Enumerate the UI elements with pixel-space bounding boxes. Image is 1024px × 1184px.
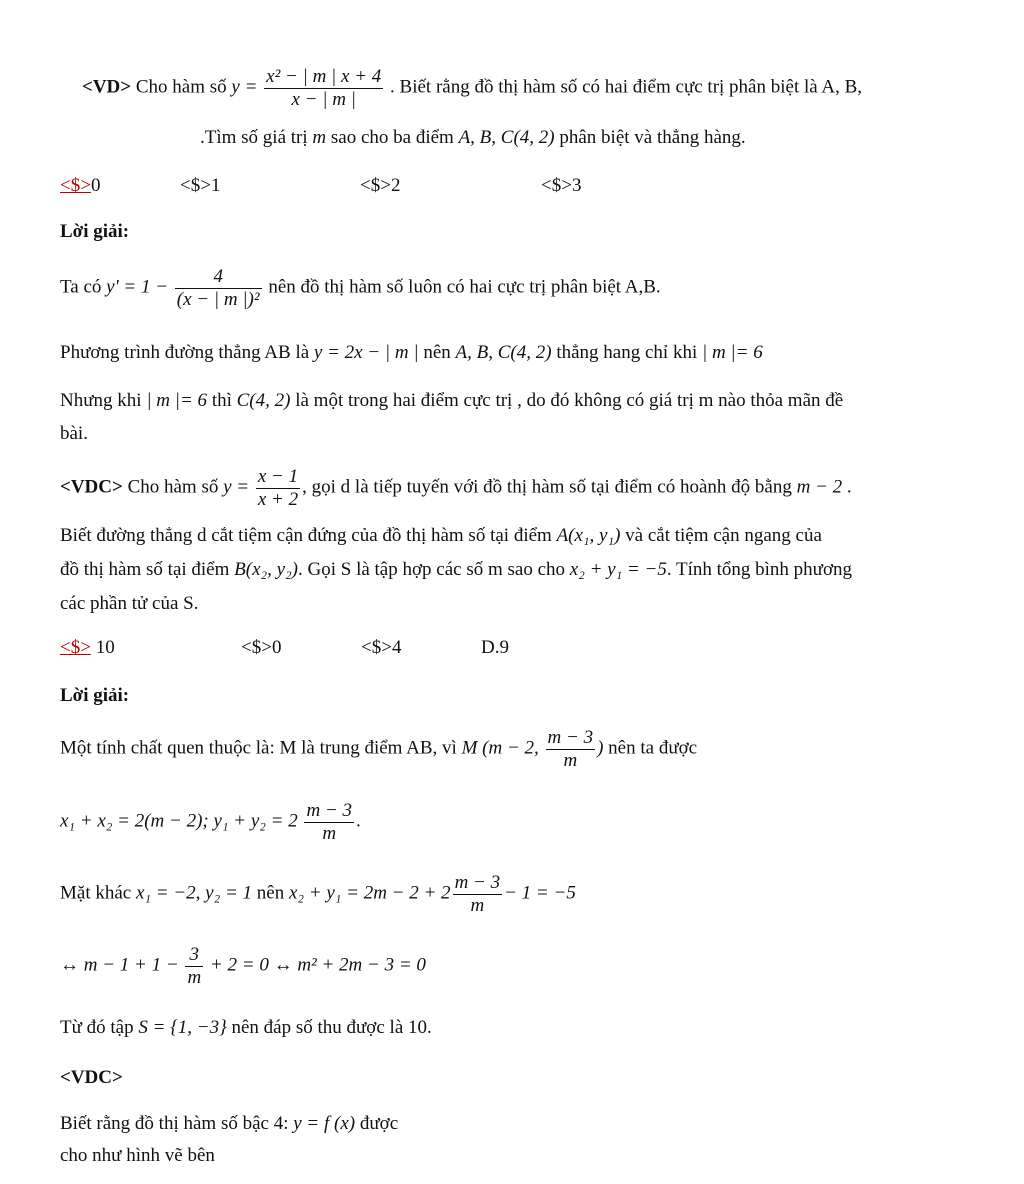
q3-tag: <VDC> <box>60 1067 123 1088</box>
q1-line2 <box>200 124 746 153</box>
q1-sol3-b: thì <box>211 390 232 411</box>
q1-solution-label: Lời giải: <box>60 221 130 242</box>
q1-intro: Cho hàm số <box>135 76 227 98</box>
q2-sol-line3 <box>60 872 576 917</box>
q2-line3-c: . Tính tổng bình phương <box>666 559 853 580</box>
q2-option-b-marker: <$> <box>241 637 272 658</box>
q2-option-a[interactable] <box>60 634 115 663</box>
q1-sol2-b: nên <box>423 342 451 363</box>
q2-s1-fraction <box>546 727 596 772</box>
q2-s4-b: + 2 = 0 ↔ m² + 2m − 3 = 0 <box>209 954 426 976</box>
q2-sol-line5 <box>60 1014 432 1043</box>
q1-option-c-value: 2 <box>390 175 401 196</box>
q1-text-after: . Biết rằng đồ thị hàm số có hai điểm cực trị phân biệt là A, B, <box>390 76 863 98</box>
q2-line3-a: đồ thị hàm số tại điểm <box>60 559 230 580</box>
q2-s4-num: 3 <box>185 944 203 967</box>
q1-fraction <box>264 66 383 111</box>
q2-fraction <box>256 466 300 511</box>
q2-line3-eq: x₂ + y₁ = −5 <box>569 559 667 580</box>
q1-option-d-value: 3 <box>571 175 582 196</box>
q2-text-after: , gọi d là tiếp tuyến với đồ thị hàm số tại điểm có hoành độ bằng <box>302 476 792 498</box>
q1-line2-pts: A, B, C(4, 2) <box>458 127 555 148</box>
q2-sol-line1 <box>60 727 697 772</box>
q2-s1-a: Một tính chất quen thuộc là: M là trung điểm AB, vì <box>60 737 457 759</box>
q2-s3-eq2: x₂ + y₁ = 2m − 2 + 2 <box>288 882 451 904</box>
q1-line2-b: sao cho ba điểm <box>330 127 454 148</box>
q2-line2-a: Biết đường thẳng d cắt tiệm cận đứng của đồ thị hàm số tại điểm <box>60 525 552 546</box>
q2-s2-num: m − 3 <box>306 800 353 821</box>
q2-line3-b: . Gọi S là tập hợp các số m sao cho <box>298 559 566 580</box>
q2-s2-den: m <box>322 822 337 844</box>
q2-s3-b: nên <box>256 882 285 904</box>
q2-option-c[interactable] <box>361 634 401 663</box>
q2-s3-den: m <box>470 894 485 916</box>
q1-sol2-a: Phương trình đường thẳng AB là <box>60 342 310 363</box>
q2-s5-set: S = {1, −3} <box>138 1017 227 1038</box>
q2-s2-b: . <box>356 810 361 832</box>
q2-tag: <VDC> <box>60 476 123 498</box>
q1-line1 <box>82 66 862 111</box>
q1-sol1-num: 4 <box>175 266 262 289</box>
q2-s1-close: ) <box>597 737 604 759</box>
q1-y-eq: y = <box>231 76 258 98</box>
q1-line2-m: m <box>312 127 327 148</box>
q1-line2-c: phân biệt và thẳng hàng. <box>559 127 746 148</box>
q2-s2-a: x₁ + x₂ = 2(m − 2); y₁ + y₂ = 2 <box>60 810 298 832</box>
q1-option-b-value: 1 <box>210 175 221 196</box>
q1-option-a-marker: <$> <box>60 175 91 196</box>
q1-option-b-marker: <$> <box>180 175 211 196</box>
q1-sol1-a: Ta có <box>60 276 102 298</box>
q2-s3-num: m − 3 <box>454 872 501 893</box>
q2-line3-pt: B(x₂, y₂) <box>234 559 298 580</box>
q1-option-b[interactable] <box>180 172 220 201</box>
q2-s1-den: m <box>563 749 578 771</box>
q2-m-expr: m − 2 <box>796 476 843 498</box>
q1-sol3-c: C(4, 2) <box>236 390 291 411</box>
q1-sol-line1 <box>60 266 661 311</box>
q2-s3-fraction <box>453 872 503 917</box>
q1-sol-line3 <box>60 387 843 416</box>
q2-option-d[interactable] <box>481 634 509 663</box>
q3-line2: cho như hình vẽ bên <box>60 1145 215 1166</box>
q3-line1-b: được <box>359 1113 399 1134</box>
q1-option-a[interactable] <box>60 172 100 201</box>
q3-line1-eq: y = f (x) <box>293 1113 356 1134</box>
q1-sol2-pts: A, B, C(4, 2) <box>455 342 552 363</box>
q2-sol-line2 <box>60 800 361 845</box>
q1-sol-line2 <box>60 339 763 368</box>
q2-option-d-value: D.9 <box>481 637 509 658</box>
q2-line2 <box>60 522 822 551</box>
q1-option-c[interactable] <box>360 172 400 201</box>
q2-option-b[interactable] <box>241 634 281 663</box>
q2-line1 <box>60 466 852 511</box>
q1-sol2-eq: y = 2x − | m | <box>313 342 419 363</box>
q2-s4-den: m <box>187 966 202 988</box>
q2-option-a-marker: <$> <box>60 637 91 658</box>
q1-option-a-value: 0 <box>90 175 101 196</box>
q2-line2-pt: A(x₁, y₁) <box>556 525 621 546</box>
q2-option-a-value: 10 <box>90 637 115 658</box>
q2-s3-a: Mặt khác <box>60 882 132 904</box>
q2-y-eq: y = <box>223 476 250 498</box>
q1-option-d-marker: <$> <box>541 175 572 196</box>
q3-line1-a: Biết rằng đồ thị hàm số bậc 4: <box>60 1113 289 1134</box>
q1-tag: <VD> <box>82 76 132 98</box>
q2-intro: Cho hàm số <box>127 476 219 498</box>
q1-sol1-eq: y' = 1 − <box>106 276 169 298</box>
q2-dot: . <box>846 476 852 498</box>
q1-sol2-d: | m |= 6 <box>701 342 763 363</box>
q2-s5-b: nên đáp số thu được là 10. <box>231 1017 432 1038</box>
q3-line1 <box>60 1110 398 1139</box>
q1-option-d[interactable] <box>541 172 581 201</box>
q1-sol1-b: nên đồ thị hàm số luôn có hai cực trị phân biệt A,B. <box>268 276 661 298</box>
q2-solution-label: Lời giải: <box>60 685 130 706</box>
q1-sol1-fraction <box>175 266 262 311</box>
q2-s3-c: − 1 = −5 <box>504 882 576 904</box>
q1-sol3-e: bài. <box>60 423 88 444</box>
q2-frac-num: x − 1 <box>257 466 299 487</box>
q2-line2-b: và cắt tiệm cận ngang của <box>625 525 822 546</box>
q2-s5-a: Từ đó tập <box>60 1017 134 1038</box>
q2-frac-den: x + 2 <box>257 488 299 510</box>
q2-option-c-value: 4 <box>391 637 402 658</box>
q1-sol3-a: Nhưng khi <box>60 390 142 411</box>
q1-sol2-c: thẳng hang chỉ khi <box>556 342 698 363</box>
q1-line2-a: .Tìm số giá trị <box>200 127 308 148</box>
q1-option-c-marker: <$> <box>360 175 391 196</box>
q1-frac-den: x − | m | <box>291 88 356 110</box>
q1-sol3-m: | m |= 6 <box>146 390 208 411</box>
q1-frac-num: x² − | m | x + 4 <box>266 66 382 87</box>
q1-sol1-den: (x − | m |)² <box>176 288 260 310</box>
q2-s4-a: ↔ m − 1 + 1 − <box>60 954 179 976</box>
q2-line3 <box>60 556 852 585</box>
q2-s2-fraction <box>304 800 354 845</box>
q2-s1-b: nên ta được <box>608 737 698 759</box>
q2-s3-eq1: x₁ = −2, y₂ = 1 <box>135 882 253 904</box>
q2-s4-fraction <box>185 944 203 989</box>
q2-line4: các phần tử của S. <box>60 593 199 614</box>
q2-option-c-marker: <$> <box>361 637 392 658</box>
q2-s1-m: M (m − 2, <box>461 737 539 759</box>
q2-s1-num: m − 3 <box>547 727 594 748</box>
q2-option-b-value: 0 <box>271 637 282 658</box>
q1-sol3-d: là một trong hai điểm cực trị , do đó không có giá trị m nào thỏa mãn đề <box>295 390 844 411</box>
q2-sol-line4 <box>60 944 426 989</box>
